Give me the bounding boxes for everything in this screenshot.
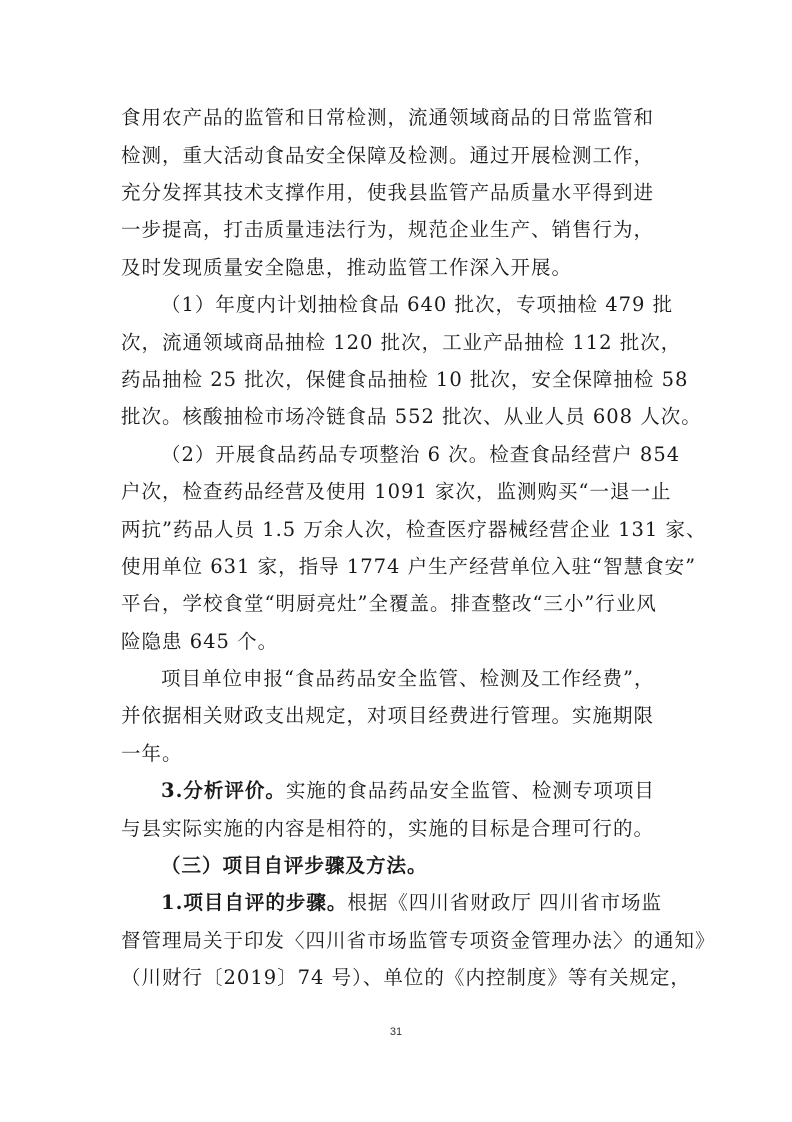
- body-text-line: 次，流通领域商品抽检 120 批次，工业产品抽检 112 批次，: [121, 331, 682, 354]
- paragraph-item-2-start: （2）开展食品药品专项整治 6 次。检查食品经营户 854: [161, 443, 681, 466]
- steps-paragraph-start: [161, 888, 721, 918]
- body-text-line: （川财行〔2019〕74 号）、单位的《内控制度》等有关规定，: [121, 966, 691, 989]
- body-text-line: 充分发挥其技术支撑作用，使我县监管产品质量水平得到进: [121, 181, 655, 204]
- body-text-line: 食用农产品的监管和日常检测，流通领域商品的日常监管和: [121, 106, 655, 129]
- steps-text: 根据《四川省财政厅 四川省市场监: [347, 891, 663, 914]
- body-text-line: 户次，检查药品经营及使用 1091 家次，监测购买“一退一止: [121, 480, 672, 503]
- body-text-line: 险隐患 645 个。: [121, 630, 279, 653]
- section-heading: [161, 851, 721, 881]
- body-text-line: 检测，重大活动食品安全保障及检测。通过开展检测工作，: [121, 144, 655, 167]
- body-text-line: 一步提高，打击质量违法行为，规范企业生产、销售行为，: [121, 218, 655, 241]
- body-text-line: 药品抽检 25 批次，保健食品抽检 10 批次，安全保障抽检 58: [121, 368, 689, 391]
- body-text-line: 两抗”药品人员 1.5 万余人次，检查医疗器械经营企业 131 家、: [121, 518, 707, 541]
- body-text-line: 及时发现质量安全隐患，推动监管工作深入开展。: [121, 256, 573, 279]
- paragraph-project-start: 项目单位申报“食品药品安全监管、检测及工作经费”，: [161, 667, 655, 690]
- analysis-paragraph-start: [161, 776, 721, 806]
- body-text-line: 平台，学校食堂“明厨亮灶”全覆盖。排查整改“三小”行业风: [121, 592, 657, 615]
- page-number: 31: [389, 1026, 403, 1038]
- analysis-text: 实施的食品药品安全监管、检测专项项目: [285, 779, 655, 802]
- section-heading-text: （三）项目自评步骤及方法。: [161, 854, 428, 877]
- body-text-line: 批次。核酸抽检市场冷链食品 552 批次、从业人员 608 人次。: [121, 405, 702, 428]
- paragraph-item-1-start: （1）年度内计划抽检食品 640 批次，专项抽检 479 批: [161, 293, 674, 316]
- body-text-line: 一年。: [121, 742, 183, 765]
- body-text-line: 使用单位 631 家，指导 1774 户生产经营单位入驻“智慧食安”: [121, 555, 697, 578]
- steps-heading: 1.项目自评的步骤。: [161, 891, 348, 914]
- body-text-line: 并依据相关财政支出规定，对项目经费进行管理。实施期限: [121, 704, 655, 727]
- body-text-line: 督管理局关于印发〈四川省市场监管专项资金管理办法〉的通知》: [121, 929, 716, 952]
- body-text-line: 与县实际实施的内容是相符的，实施的目标是合理可行的。: [121, 817, 655, 840]
- analysis-heading: 3.分析评价。: [161, 779, 286, 802]
